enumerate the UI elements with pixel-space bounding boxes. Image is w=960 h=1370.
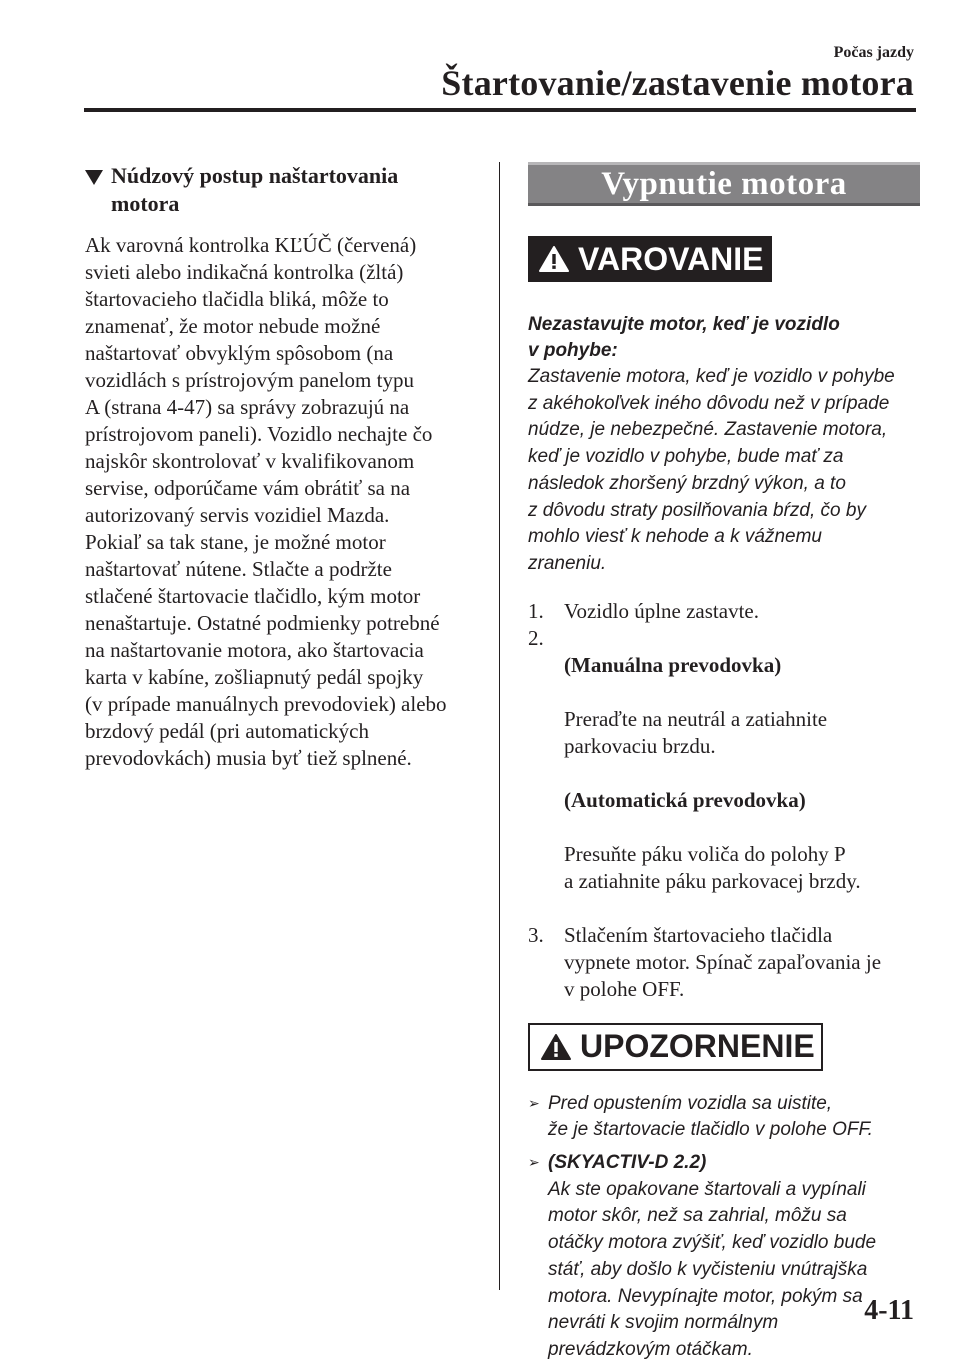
column-divider [499, 162, 500, 1290]
subsection-heading [85, 162, 477, 218]
left-column [85, 162, 477, 772]
step-item [528, 922, 920, 1003]
down-triangle-icon [85, 170, 103, 185]
section-title: Vypnutie motora [528, 162, 920, 206]
page-number: 4-11 [864, 1295, 914, 1326]
warning-triangle-icon [540, 1033, 572, 1061]
step-text: Stlačením štartovacieho tlačidla vypnete motor. Spínač zapaľovania je v polohe OFF. [564, 922, 882, 1001]
step-number: 2. [528, 625, 544, 650]
caution-label-text: UPOZORNENIE [580, 1028, 815, 1065]
arrowhead-bullet-icon: ➢ [528, 1155, 540, 1172]
step-text: Vozidlo úplne zastavte. [564, 598, 759, 623]
step-item [528, 625, 920, 922]
step-body [564, 625, 861, 922]
header-rule [84, 108, 916, 112]
page-title: Štartovanie/zastavenie motora [441, 63, 914, 103]
step-list [528, 598, 920, 1003]
caution-label [528, 1023, 823, 1071]
warning-triangle-icon [538, 245, 570, 273]
step-number: 3. [528, 922, 544, 947]
warning-label-text: VAROVANIE [578, 240, 764, 277]
step-text-automatic: Presuňte páku voliča do polohy P a zatiahnite páku parkovacej brzdy. [564, 841, 861, 893]
arrowhead-bullet-icon: ➢ [528, 1095, 540, 1112]
caution-body [548, 1150, 876, 1364]
step-subtitle-automatic: (Automatická prevodovka) [564, 787, 806, 812]
step-text-manual: Preraďte na neutrál a zatiahnite parkovaciu brzdu. [564, 706, 828, 758]
step-number: 1. [528, 598, 544, 623]
subsection-heading-text: Núdzový postup naštartovania motora [111, 163, 399, 216]
caution-text: Pred opustením vozidla sa uistite, že je štartovacie tlačidlo v polohe OFF. [548, 1092, 873, 1141]
step-item [528, 598, 920, 625]
right-column [528, 162, 920, 1370]
caution-list [528, 1091, 920, 1364]
chapter-title: Počas jazdy [833, 44, 914, 61]
step-subtitle-manual: (Manuálna prevodovka) [564, 652, 782, 677]
caution-title: (SKYACTIV-D 2.2) [548, 1152, 707, 1174]
caution-item [528, 1091, 920, 1144]
caution-text: Ak ste opakovane štartovali a vypínali motor skôr, než sa zahrial, môžu sa otáčky motora zvýšiť, keď vozidlo bude stáť, aby došlo k vyčisteniu vnútrajška motora. Nevypínajte motor, pokým sa nevráti k svojim normálnym prevádzkovým otáčkam. [548, 1178, 877, 1360]
body-paragraph: Ak varovná kontrolka KĽÚČ (červená) svieti alebo indikačná kontrolka (žltá) štartovacieho tlačidla bliká, môže to znamenať, že motor nebude možné naštartovať obvyklým spôsobom (na vozidlách s prístrojovým panelom typu A (strana 4-47) sa správy zobrazujú na prístrojovom paneli). Vozidlo nechajte čo najskôr skontrolovať v kvalifikovanom servise, odporúčame vám obrátiť sa na autorizovaný servis vozidiel Mazda. Pokiaľ sa tak stane, je možné motor naštartovať nútene. Stlačte a podržte stlačené štartovacie tlačidlo, kým motor nenaštartuje. Ostatné podmienky potrebné na naštartovanie motora, ako štartovacia karta v kabíne, zošliapnutý pedál spojky (v prípade manuálnych prevodoviek) alebo brzdový pedál (pri automatických prevodovkách) musia byť tiež splnené. [85, 233, 447, 770]
warning-label [528, 236, 772, 282]
caution-item [528, 1150, 920, 1364]
warning-heading: Nezastavujte motor, keď je vozidlo v pohybe: [528, 314, 840, 361]
warning-text: Zastavenie motora, keď je vozidlo v pohybe z akéhokoľvek iného dôvodu než v prípade núdze, je nebezpečné. Zastavenie motora, keď je vozidlo v pohybe, bude mať za následok zhoršený brzdný výkon, a to z dôvodu straty posilňovania bŕzd, čo by mohlo viesť k nehode a k vážnemu zraneniu. [528, 366, 895, 574]
